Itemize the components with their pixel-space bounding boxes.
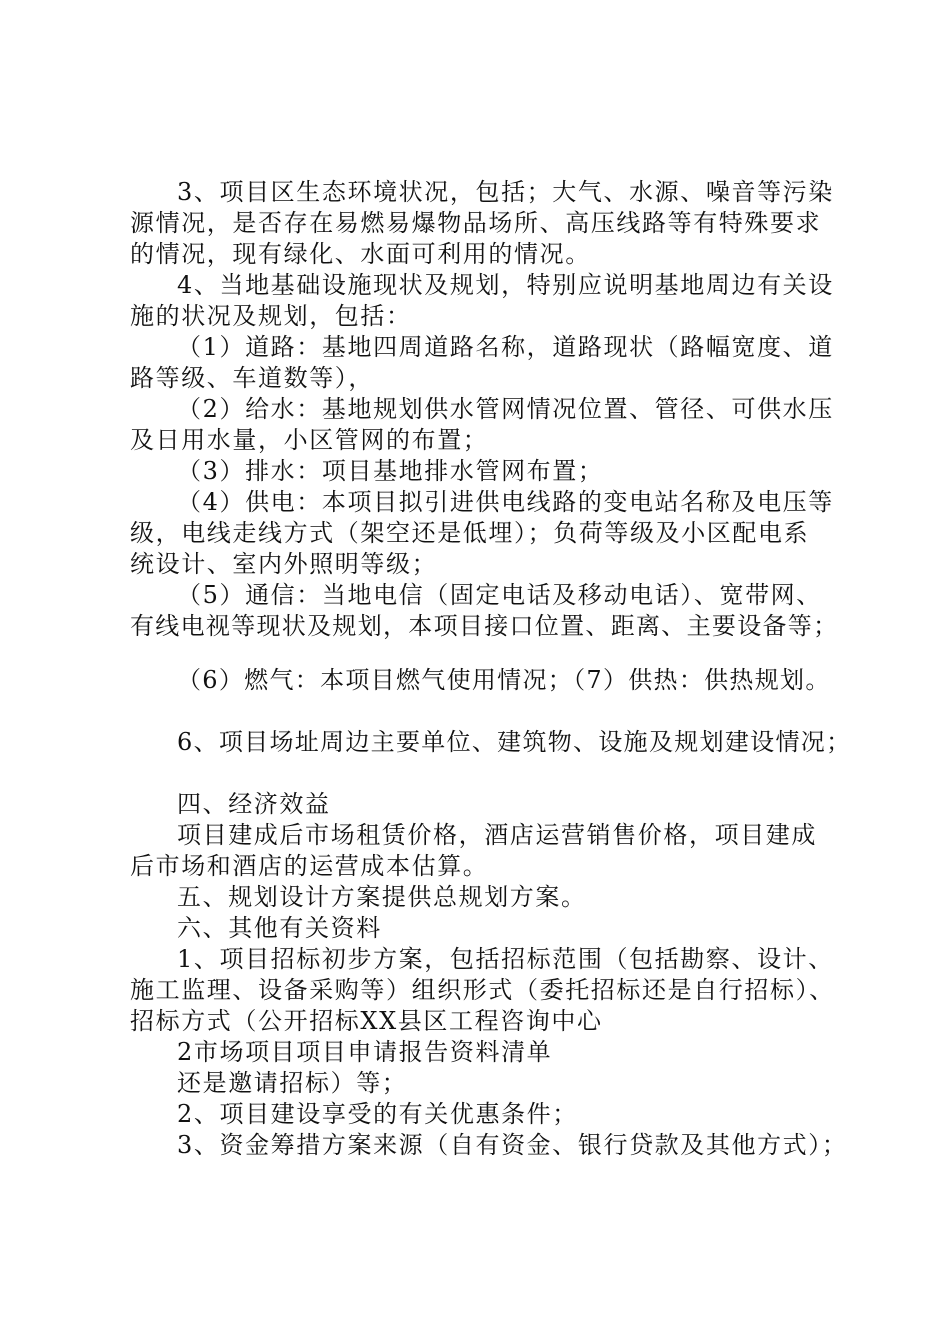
paragraph-line: 还是邀请招标）等； [177,1069,408,1097]
paragraph-line: 施工监理、设备采购等）组织形式（委托招标还是自行招标）、 [130,976,835,1004]
paragraph-line: 源情况，是否存在易燃易爆物品场所、高压线路等有特殊要求 [130,209,822,237]
paragraph-line: （2）给水：基地规划供水管网情况位置、管径、可供水压 [177,395,834,423]
paragraph-line: 的情况，现有绿化、水面可利用的情况。 [130,240,591,268]
paragraph-line: 项目建成后市场租赁价格，酒店运营销售价格，项目建成 [177,821,817,849]
paragraph-line: 级，电线走线方式（架空还是低埋）；负荷等级及小区配电系 [130,519,810,547]
paragraph-line: 统设计、室内外照明等级； [130,550,438,578]
paragraph-line: 3、资金筹措方案来源（自有资金、银行贷款及其他方式）； [177,1131,848,1159]
section-heading: 五、规划设计方案提供总规划方案。 [177,883,587,911]
paragraph-line: 4、当地基础设施现状及规划，特别应说明基地周边有关设 [177,271,834,299]
page-footer-text: 2市场项目项目申请报告资料清单 [177,1038,553,1066]
paragraph-line: 6、项目场址周边主要单位、建筑物、设施及规划建设情况； [177,728,852,756]
paragraph-line: 招标方式（公开招标XX县区工程咨询中心 [130,1007,603,1035]
paragraph-line: 2、项目建设享受的有关优惠条件； [177,1100,578,1128]
paragraph-line: 后市场和酒店的运营成本估算。 [130,852,489,880]
paragraph-line: 1、项目招标初步方案，包括招标范围（包括勘察、设计、 [177,945,834,973]
paragraph-line: 及日用水量，小区管网的布置； [130,426,489,454]
paragraph-line: 有线电视等现状及规划，本项目接口位置、距离、主要设备等； [130,612,839,640]
paragraph-line: （4）供电：本项目拟引进供电线路的变电站名称及电压等 [177,488,834,516]
paragraph-line: 3、项目区生态环境状况，包括；大气、水源、噪音等污染 [177,178,834,206]
paragraph-line: 施的状况及规划，包括： [130,302,412,330]
paragraph-line: （6）燃气：本项目燃气使用情况；（7）供热：供热规划。 [177,666,831,694]
section-heading: 四、经济效益 [177,790,331,818]
paragraph-line: 路等级、车道数等）， [130,364,374,392]
paragraph-line: （1）道路：基地四周道路名称，道路现状（路幅宽度、道 [177,333,834,361]
paragraph-line: （5）通信：当地电信（固定电话及移动电话）、宽带网、 [177,581,822,609]
paragraph-line: （3）排水：项目基地排水管网布置； [177,457,604,485]
section-heading: 六、其他有关资料 [177,914,382,942]
